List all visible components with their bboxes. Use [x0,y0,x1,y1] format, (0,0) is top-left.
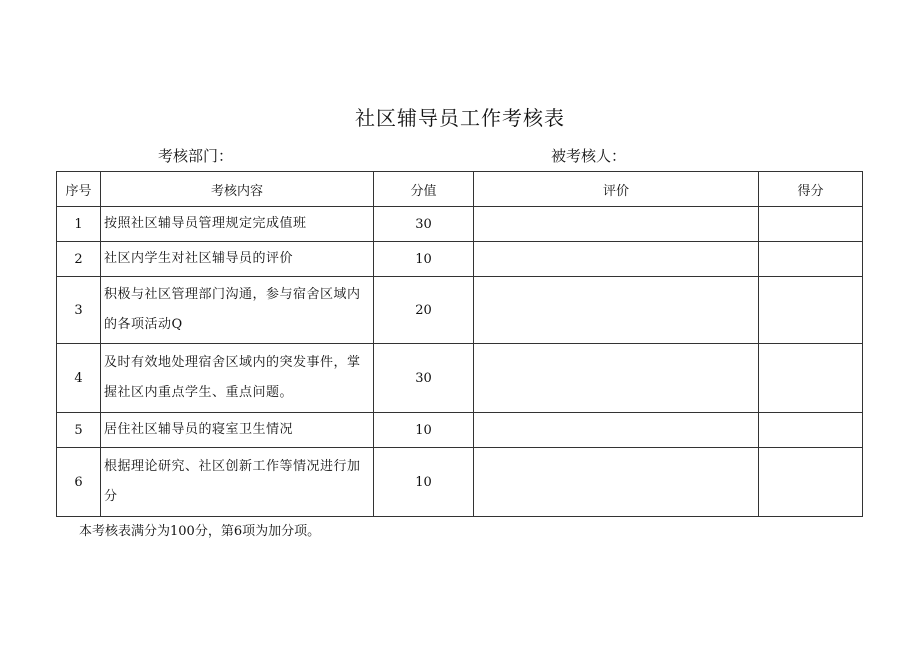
row-score: 10 [374,413,474,448]
table-row [57,448,863,517]
header-score: 分值 [374,172,474,207]
table-row [57,277,863,344]
row-seq: 1 [57,207,101,242]
row-evaluation-cell[interactable] [474,242,759,277]
row-content: 及时有效地处理宿舍区域内的突发事件，掌握社区内重点学生、重点问题。 [101,344,374,413]
row-content: 按照社区辅导员管理规定完成值班 [101,207,374,242]
row-evaluation-cell[interactable] [474,448,759,517]
row-seq: 3 [57,277,101,344]
header-content: 考核内容 [101,172,374,207]
row-content: 根据理论研究、社区创新工作等情况进行加分 [101,448,374,517]
row-points-cell[interactable] [759,413,863,448]
row-seq: 5 [57,413,101,448]
row-points-cell[interactable] [759,242,863,277]
row-content: 居住社区辅导员的寝室卫生情况 [101,413,374,448]
header-points: 得分 [759,172,863,207]
assessment-table [56,171,863,517]
row-score: 20 [374,277,474,344]
row-score: 30 [374,344,474,413]
row-evaluation-cell[interactable] [474,207,759,242]
footnote: 本考核表满分为100分，第6项为加分项。 [79,524,321,539]
row-score: 10 [374,242,474,277]
table-header-row [57,172,863,207]
table-row [57,344,863,413]
row-evaluation-cell[interactable] [474,277,759,344]
header-evaluation: 评价 [474,172,759,207]
row-content: 积极与社区管理部门沟通，参与宿舍区域内的各项活动Q [101,277,374,344]
table-row [57,242,863,277]
assessee-label: 被考核人： [551,147,627,165]
row-evaluation-cell[interactable] [474,344,759,413]
row-points-cell[interactable] [759,448,863,517]
row-score: 10 [374,448,474,517]
department-label: 考核部门： [158,147,234,165]
row-seq: 2 [57,242,101,277]
form-title: 社区辅导员工作考核表 [355,106,565,130]
row-evaluation-cell[interactable] [474,413,759,448]
row-points-cell[interactable] [759,207,863,242]
row-content: 社区内学生对社区辅导员的评价 [101,242,374,277]
header-seq: 序号 [57,172,101,207]
row-seq: 6 [57,448,101,517]
row-points-cell[interactable] [759,344,863,413]
row-seq: 4 [57,344,101,413]
row-points-cell[interactable] [759,277,863,344]
table-row [57,207,863,242]
row-score: 30 [374,207,474,242]
table-row [57,413,863,448]
